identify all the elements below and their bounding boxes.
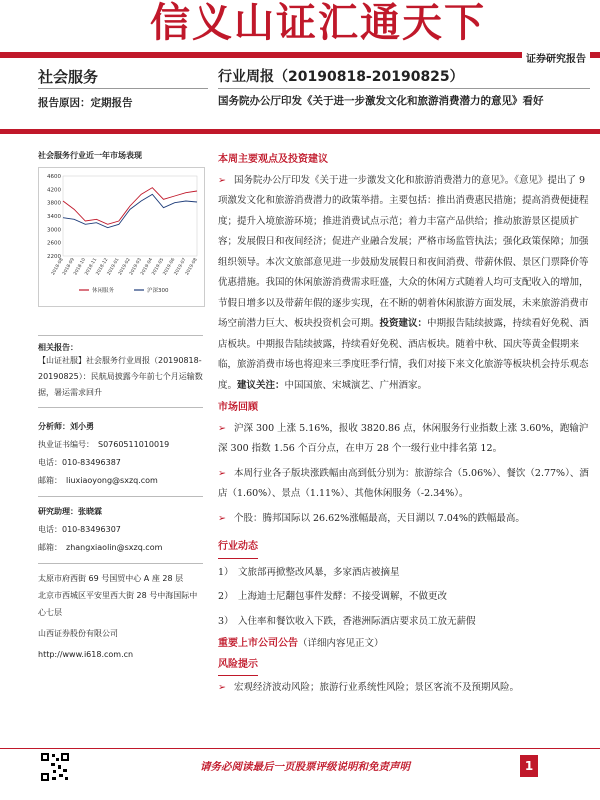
footer-divider bbox=[0, 748, 600, 749]
paragraph-text: 个股：腾邦国际以 26.62%涨幅最高，天目湖以 7.04%的跌幅最高。 bbox=[233, 512, 525, 524]
analyst-name: 分析师：刘小勇 bbox=[38, 422, 94, 431]
item-text: 入住率和餐饮收入下跌，香港洲际酒店要求员工放无薪假 bbox=[238, 615, 476, 627]
series-line bbox=[63, 188, 197, 225]
x-tick-label: 2018-08 bbox=[50, 257, 65, 277]
y-tick-label: 2600 bbox=[47, 240, 61, 247]
announcement-heading bbox=[218, 634, 590, 655]
paragraph-text: 宏观经济波动风险；旅游行业系统性风险；景区客流不及预期风险。 bbox=[233, 682, 519, 693]
x-tick-label: 2018-11 bbox=[84, 257, 99, 277]
item-text: 上海迪士尼翻包事件发酵：不接受调解，不做更改 bbox=[238, 591, 448, 602]
x-tick-label: 2019-03 bbox=[129, 257, 143, 277]
section-heading: 风险提示 bbox=[218, 655, 258, 677]
list-item bbox=[218, 587, 590, 608]
y-tick-label: 4200 bbox=[47, 187, 61, 194]
x-tick-label: 2018-12 bbox=[95, 257, 110, 277]
footer-disclaimer: 请务必阅读最后一页股票评级说明和免责声明 bbox=[200, 761, 410, 773]
assistant-name: 研究助理：张晓霖 bbox=[38, 507, 102, 516]
x-tick-label: 2018-09 bbox=[62, 257, 76, 277]
paragraph bbox=[218, 419, 590, 460]
report-label: 证券研究报告 bbox=[522, 50, 590, 65]
report-reason: 报告原因：定期报告 bbox=[38, 97, 133, 109]
paragraph bbox=[218, 464, 590, 505]
paragraph-text: 沪深 300 上涨 5.16%，报收 3820.86 点，休闲服务行业指数上涨 3.60%，跑输沪深 300 指数 1.56 个百分点，在申万 28 个一级行业中排名第 12。 bbox=[218, 422, 589, 454]
section-heading: 行业动态 bbox=[218, 537, 258, 559]
paragraph bbox=[218, 678, 590, 699]
related-label: 相关报告： bbox=[38, 343, 78, 352]
address-beijing: 北京市西城区平安里西大街 28 号中海国际中心七层 bbox=[38, 591, 198, 617]
arrow-bullet-icon: ➢ bbox=[218, 174, 226, 186]
focus-text: 中国国旅、宋城演艺、广州酒家。 bbox=[284, 379, 428, 391]
divider bbox=[38, 496, 203, 497]
analyst-email[interactable]: 邮箱： liuxiaoyong@sxzq.com bbox=[38, 476, 158, 485]
analyst-phone: 电话：010-83496387 bbox=[38, 458, 121, 467]
y-tick-label: 2200 bbox=[47, 254, 61, 260]
y-tick-label: 4600 bbox=[47, 174, 61, 180]
x-tick-label: 2018-10 bbox=[73, 257, 88, 277]
news-list bbox=[218, 563, 590, 633]
page-number: 1 bbox=[520, 755, 538, 777]
divider bbox=[38, 335, 203, 336]
item-number: 3） bbox=[218, 615, 234, 627]
x-tick-label: 2019-04 bbox=[140, 257, 155, 277]
paragraph bbox=[218, 171, 590, 397]
assistant-phone: 电话：010-83496307 bbox=[38, 525, 121, 534]
item-text: 文旅部再掀整改风暴，多家酒店被摘星 bbox=[238, 566, 400, 578]
arrow-bullet-icon: ➢ bbox=[218, 682, 226, 693]
x-tick-label: 2019-05 bbox=[151, 257, 166, 277]
item-number: 1） bbox=[218, 566, 234, 578]
analyst-cert: 执业证书编号： S0760511010019 bbox=[38, 440, 170, 449]
market-chart bbox=[38, 167, 205, 307]
divider bbox=[38, 88, 208, 89]
divider bbox=[38, 563, 203, 564]
company-name: 山西证券股份有限公司 bbox=[38, 629, 118, 638]
paragraph-text: 国务院办公厅印发《关于进一步激发文化和旅游消费潜力的意见》。《意见》提出了 9 项激发文化和旅游消费潜力的政策举措。主要包括：推出消费惠民措施；提高消费便捷程度；提升入境旅游环境；推进消费试点示范；着力丰富产品供给；推动旅游景区提质扩容；发展假日和夜间经济；促进产业融合发展；严格市场监管执法；强化政策保障；加强组织领导。本次文旅部意见进一步鼓励发展假日和夜间消费、带薪休假、景区门票降价等优惠措施。我国的休闲旅游消费需求旺盛，大众的休闲方式随着人均可支配收入的增加，节假日增多以及带薪年假的逐步实现，在不断的朝着休闲旅游方面发展，未来旅游消费市场空前潜力巨大、板块投资机会可期。 bbox=[218, 174, 589, 329]
section-heading: 本周主要观点及投资建议 bbox=[218, 154, 328, 165]
focus-label: 建议关注： bbox=[237, 379, 285, 391]
paragraph bbox=[218, 509, 590, 530]
series-line bbox=[63, 194, 197, 227]
arrow-bullet-icon: ➢ bbox=[218, 422, 226, 434]
main-content bbox=[218, 150, 590, 699]
legend-label: 休闲服务 bbox=[92, 288, 115, 294]
x-tick-label: 2019-02 bbox=[117, 257, 132, 277]
section-heading: 重要上市公司公告 bbox=[218, 638, 298, 649]
sidebar bbox=[38, 150, 203, 663]
x-tick-label: 2019-01 bbox=[106, 257, 121, 277]
y-tick-label: 3000 bbox=[47, 227, 61, 234]
section-note: （详细内容见正文） bbox=[298, 638, 384, 649]
y-tick-label: 3800 bbox=[47, 200, 61, 207]
red-banner bbox=[0, 129, 600, 134]
y-tick-label: 3400 bbox=[47, 214, 61, 220]
legend-label: 沪深300 bbox=[147, 288, 169, 294]
x-tick-label: 2019-08 bbox=[184, 257, 199, 277]
divider bbox=[218, 88, 590, 89]
related-report-link[interactable]: 【山证社服】社会服务行业周报（20190818-20190825）：民航局披露今年前七个月运输数据，暑运需求回升 bbox=[38, 356, 203, 397]
invest-text: 中期报告陆续披露，持续看好免税、酒店板块。中期报告陆续披露，持续看好免税、酒店板块。随着中秋、国庆等黄金假期来临，旅游消费市场也将迎来三季度旺季行情，我们对接下来文化旅游等板块机会持乐观态度。 bbox=[218, 318, 589, 391]
arrow-bullet-icon: ➢ bbox=[218, 512, 226, 524]
divider bbox=[38, 407, 203, 408]
x-tick-label: 2019-06 bbox=[162, 257, 177, 277]
chart-title: 社会服务行业近一年市场表现 bbox=[38, 151, 142, 160]
x-tick-label: 2019-07 bbox=[173, 257, 188, 277]
address-taiyuan: 太原市府西街 69 号国贸中心 A 座 28 层 bbox=[38, 574, 184, 583]
document-title: 国务院办公厅印发《关于进一步激发文化和旅游消费潜力的意见》看好 bbox=[218, 95, 544, 107]
plot-area bbox=[63, 176, 197, 256]
invest-label: 投资建议： bbox=[379, 318, 428, 329]
list-item bbox=[218, 563, 590, 584]
section-heading: 市场回顾 bbox=[218, 402, 258, 413]
sector-title: 社会服务 bbox=[38, 68, 99, 86]
arrow-bullet-icon: ➢ bbox=[218, 467, 226, 479]
item-number: 2） bbox=[218, 591, 234, 602]
assistant-email[interactable]: 邮箱： zhangxiaolin@sxzq.com bbox=[38, 543, 163, 552]
qr-code-icon bbox=[40, 752, 70, 782]
report-type: 行业周报（20190818-20190825） bbox=[218, 69, 464, 85]
chart-svg bbox=[39, 168, 204, 306]
paragraph-text: 本周行业各子版块涨跌幅由高到低分别为：旅游综合（5.06%）、餐饮（2.77%）、酒店（1.60%）、景点（1.11%）、其他休闲服务（-2.34%）。 bbox=[218, 467, 589, 499]
brand-underline bbox=[0, 52, 600, 58]
list-item bbox=[218, 612, 590, 633]
brand-logo: 信义山证汇通天下 bbox=[150, 0, 486, 46]
website-link[interactable]: http://www.i618.com.cn bbox=[38, 650, 134, 659]
